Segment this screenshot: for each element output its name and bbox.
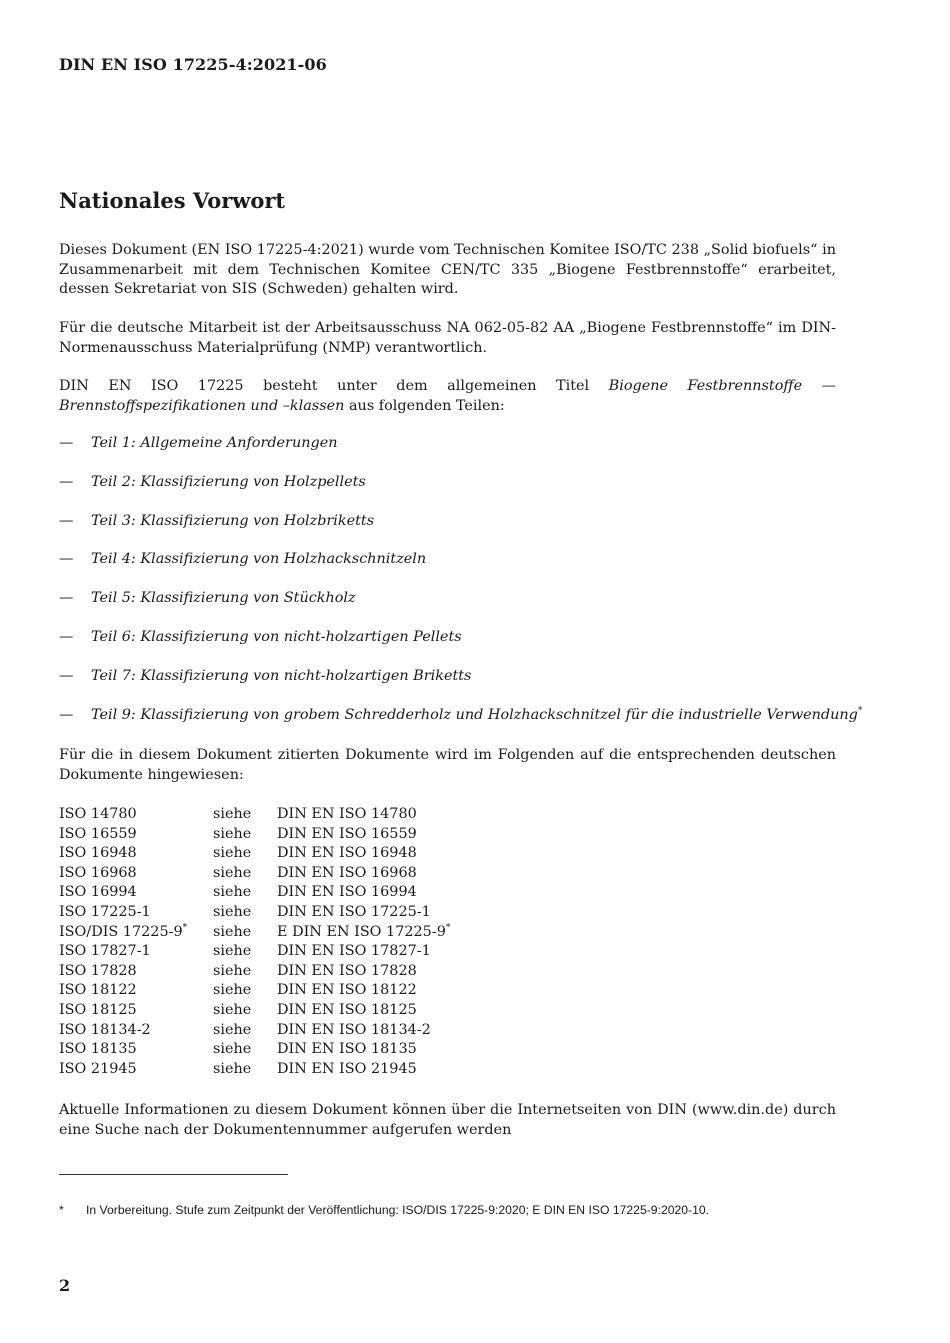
din-reference	[277, 1001, 450, 1021]
list-dash: —	[59, 706, 74, 723]
list-item	[59, 550, 836, 589]
list-item	[59, 512, 836, 551]
footnote-text: In Vorbereitung. Stufe zum Zeitpunkt der Veröffentlichung: ISO/DIS 17225-9:2020; E DIN EN ISO 17225-9:2020-10.	[86, 1203, 710, 1217]
list-dash: —	[59, 512, 74, 529]
paragraph-current-info: Aktuelle Informationen zu diesem Dokument können über die Internetseiten von DIN (www.din.de) durch eine Suche nach der Dokumentennummer aufgerufen werden	[59, 1102, 836, 1138]
parts-list	[59, 434, 863, 744]
list-item-text: Teil 1: Allgemeine Anforderungen	[91, 435, 338, 451]
iso-reference-text: ISO 16948	[59, 845, 137, 862]
see-label: siehe	[213, 1041, 252, 1058]
din-reference-text: DIN EN ISO 21945	[277, 1060, 417, 1077]
iso-reference	[59, 962, 213, 982]
table-row	[59, 805, 450, 825]
table-row	[59, 942, 450, 962]
table-row	[59, 1040, 450, 1060]
table-row	[59, 825, 450, 845]
table-row	[59, 903, 450, 923]
list-item	[59, 628, 836, 667]
iso-reference-text: ISO 17828	[59, 962, 137, 979]
iso-reference	[59, 1040, 213, 1060]
table-row	[59, 844, 450, 864]
footnote	[59, 1202, 849, 1219]
din-reference-text: DIN EN ISO 16994	[277, 884, 417, 901]
din-reference	[277, 1021, 450, 1041]
din-reference	[277, 883, 450, 903]
list-item-text: Teil 5: Klassifizierung von Stückholz	[91, 590, 356, 607]
series-outro-text: aus folgenden Teilen:	[344, 397, 505, 414]
list-dash: —	[59, 590, 74, 607]
see-label: siehe	[213, 923, 252, 940]
table-row	[59, 923, 450, 943]
din-reference-text: DIN EN ISO 16968	[277, 864, 417, 881]
list-item	[59, 705, 863, 745]
page-title: Nationales Vorwort	[59, 188, 286, 213]
list-item-text: Teil 2: Klassifizierung von Holzpellets	[91, 473, 366, 490]
table-row	[59, 883, 450, 903]
footnote-divider	[59, 1174, 288, 1175]
list-dash: —	[59, 667, 74, 684]
see-label: siehe	[213, 1021, 252, 1038]
list-dash: —	[59, 628, 74, 645]
see-label: siehe	[213, 864, 252, 881]
see-label: siehe	[213, 903, 252, 920]
din-reference-text: DIN EN ISO 18125	[277, 1001, 417, 1018]
footnote-marker: *	[857, 705, 863, 716]
footnote-marker: *	[182, 922, 188, 933]
see-label: siehe	[213, 1060, 252, 1077]
list-item-text: Teil 4: Klassifizierung von Holzhackschnitzeln	[91, 551, 427, 568]
iso-reference	[59, 981, 213, 1001]
reference-table	[59, 805, 450, 1079]
see-label: siehe	[213, 825, 252, 842]
din-reference	[277, 1040, 450, 1060]
table-row	[59, 1060, 450, 1080]
list-dash: —	[59, 551, 74, 568]
list-item-text: Teil 3: Klassifizierung von Holzbriketts	[91, 512, 375, 529]
din-reference-text: E DIN EN ISO 17225-9	[277, 923, 446, 940]
footnote-marker: *	[445, 922, 451, 933]
iso-reference	[59, 1060, 213, 1080]
din-reference	[277, 942, 450, 962]
reference-table-body	[59, 805, 450, 1079]
iso-reference	[59, 844, 213, 864]
table-row	[59, 864, 450, 884]
iso-reference-text: ISO 18135	[59, 1041, 137, 1058]
din-reference	[277, 825, 450, 845]
see-label: siehe	[213, 1001, 252, 1018]
list-dash: —	[59, 435, 74, 451]
see-label: siehe	[213, 884, 252, 901]
din-reference	[277, 864, 450, 884]
iso-reference	[59, 1001, 213, 1021]
list-item-text-content: Teil 9: Klassifizierung von grobem Schredderholz und Holzhackschnitzel für die industrielle Verwendung	[91, 706, 858, 723]
see-label: siehe	[213, 962, 252, 979]
din-reference-text: DIN EN ISO 18135	[277, 1041, 417, 1058]
list-item	[59, 473, 836, 512]
din-reference-text: DIN EN ISO 14780	[277, 806, 417, 822]
din-reference	[277, 903, 450, 923]
list-item-text: Teil 6: Klassifizierung von nicht-holzartigen Pellets	[91, 628, 462, 645]
iso-reference	[59, 864, 213, 884]
din-reference-text: DIN EN ISO 17827-1	[277, 943, 431, 960]
iso-reference-text: ISO 21945	[59, 1060, 137, 1077]
iso-reference-text: ISO 16968	[59, 864, 137, 881]
see-label: siehe	[213, 943, 252, 960]
see-label: siehe	[213, 982, 252, 999]
iso-reference-text: ISO 17827-1	[59, 943, 151, 960]
din-reference-text: DIN EN ISO 16948	[277, 845, 417, 862]
list-dash: —	[59, 473, 74, 490]
table-row	[59, 1001, 450, 1021]
din-reference-text: DIN EN ISO 16559	[277, 825, 417, 842]
table-row	[59, 981, 450, 1001]
document-id-header: DIN EN ISO 17225-4:2021-06	[59, 55, 327, 74]
iso-reference-text: ISO 14780	[59, 806, 137, 822]
din-reference	[277, 962, 450, 982]
paragraph-references-intro: Für die in diesem Dokument zitierten Dokumente wird im Folgenden auf die entsprechenden deutschen Dokumente hingewiesen:	[59, 747, 836, 783]
table-row	[59, 962, 450, 982]
iso-reference-text: ISO 18125	[59, 1001, 137, 1018]
list-item-text: Teil 7: Klassifizierung von nicht-holzartigen Briketts	[91, 667, 472, 684]
iso-reference	[59, 923, 213, 943]
iso-reference	[59, 805, 213, 825]
page-number: 2	[59, 1276, 71, 1295]
iso-reference-text: ISO/DIS 17225-9	[59, 923, 183, 940]
iso-reference-text: ISO 18122	[59, 982, 137, 999]
iso-reference	[59, 942, 213, 962]
din-reference-text: DIN EN ISO 18134-2	[277, 1021, 431, 1038]
iso-reference-text: ISO 16559	[59, 825, 137, 842]
din-reference-text: DIN EN ISO 18122	[277, 982, 417, 999]
paragraph-working-committee: Für die deutsche Mitarbeit ist der Arbeitsausschuss NA 062-05-82 AA „Biogene Festbrennstoffe“ im DIN-Normenausschuss Materialprüfung (NMP) verantwortlich.	[59, 320, 836, 356]
iso-reference-text: ISO 18134-2	[59, 1021, 151, 1038]
table-row	[59, 1021, 450, 1041]
see-label: siehe	[213, 845, 252, 862]
iso-reference	[59, 1021, 213, 1041]
list-item	[59, 589, 836, 628]
din-reference-text: DIN EN ISO 17225-1	[277, 903, 431, 920]
list-item	[59, 434, 836, 473]
din-reference	[277, 923, 450, 943]
list-item	[59, 667, 836, 706]
footnote-mark: *	[59, 1203, 64, 1217]
series-intro-text: DIN EN ISO 17225 besteht unter dem allgemeinen Titel	[59, 378, 609, 394]
iso-reference-text: ISO 17225-1	[59, 903, 151, 920]
iso-reference	[59, 883, 213, 903]
din-reference	[277, 805, 450, 825]
series-title-text: Biogene Festbrennstoffe — Brennstoffspezifikationen und –klassen	[59, 378, 837, 414]
iso-reference	[59, 903, 213, 923]
din-reference	[277, 1060, 450, 1080]
paragraph-series-title	[59, 377, 836, 416]
din-reference	[277, 981, 450, 1001]
see-label: siehe	[213, 806, 252, 822]
din-reference	[277, 844, 450, 864]
din-reference-text: DIN EN ISO 17828	[277, 962, 417, 979]
iso-reference-text: ISO 16994	[59, 884, 137, 901]
paragraph-committee: Dieses Dokument (EN ISO 17225-4:2021) wurde vom Technischen Komitee ISO/TC 238 „Solid biofuels“ in Zusammenarbeit mit dem Technischen Komitee CEN/TC 335 „Biogene Festbrennstoffe“ erarbeitet, dessen Sekretariat von SIS (Schweden) gehalten wird.	[59, 242, 836, 298]
list-item-text	[91, 706, 862, 726]
iso-reference	[59, 825, 213, 845]
